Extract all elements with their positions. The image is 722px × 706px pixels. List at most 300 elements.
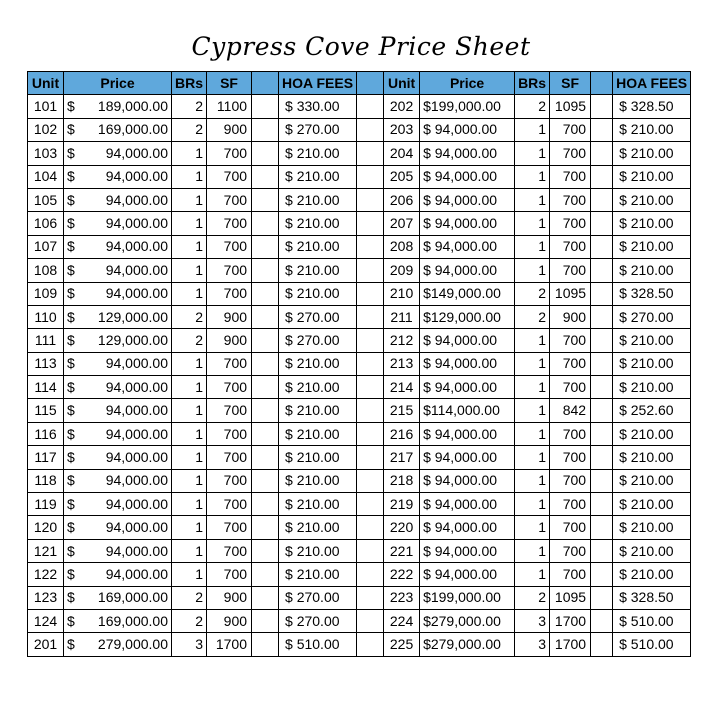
price-cell	[64, 95, 172, 118]
price-cell: $ 94,000.00	[420, 329, 515, 352]
header-row	[28, 72, 691, 95]
unit-cell: 107	[28, 235, 64, 258]
gap-cell	[252, 493, 279, 516]
table-row	[28, 609, 691, 632]
divider-cell	[357, 563, 384, 586]
unit-cell: 208	[384, 235, 420, 258]
hoa-cell: $ 210.00	[613, 516, 691, 539]
sf-cell: 1095	[550, 282, 591, 305]
gap-cell	[252, 259, 279, 282]
unit-cell: 221	[384, 539, 420, 562]
price-amount: 94,000.00	[105, 191, 168, 208]
brs-cell: 1	[515, 422, 550, 445]
hoa-cell: $ 510.00	[613, 609, 691, 632]
brs-cell: 1	[515, 376, 550, 399]
brs-cell: 2	[515, 282, 550, 305]
price-amount: 94,000.00	[105, 495, 168, 512]
hoa-cell: $ 210.00	[279, 259, 357, 282]
gap-cell	[252, 118, 279, 141]
brs-cell: 1	[515, 493, 550, 516]
page-title: Cypress Cove Price Sheet	[191, 32, 531, 61]
hoa-cell: $ 210.00	[279, 165, 357, 188]
hoa-cell: $ 210.00	[279, 422, 357, 445]
price-currency: $	[67, 636, 75, 653]
sf-cell: 1095	[550, 586, 591, 609]
brs-cell: 2	[172, 329, 207, 352]
price-amount: 94,000.00	[105, 448, 168, 465]
sf-cell: 700	[550, 563, 591, 586]
hoa-cell: $ 210.00	[613, 329, 691, 352]
header-price: Price	[64, 72, 172, 95]
gap-cell	[591, 259, 613, 282]
gap-cell	[591, 586, 613, 609]
price-cell: $ 94,000.00	[420, 493, 515, 516]
gap-cell	[252, 516, 279, 539]
table-row	[28, 282, 691, 305]
gap-cell	[252, 586, 279, 609]
sf-cell: 900	[207, 329, 252, 352]
hoa-cell: $ 328.50	[613, 586, 691, 609]
hoa-cell: $ 210.00	[613, 259, 691, 282]
price-cell	[64, 376, 172, 399]
hoa-cell: $ 210.00	[279, 539, 357, 562]
price-amount: 169,000.00	[97, 612, 168, 629]
gap-cell	[252, 142, 279, 165]
divider-cell	[357, 446, 384, 469]
price-amount: 94,000.00	[105, 261, 168, 278]
hoa-cell: $ 210.00	[613, 235, 691, 258]
brs-cell: 1	[515, 469, 550, 492]
price-cell	[64, 422, 172, 445]
sf-cell: 700	[550, 259, 591, 282]
brs-cell: 1	[172, 259, 207, 282]
price-amount: 94,000.00	[105, 285, 168, 302]
unit-cell: 214	[384, 376, 420, 399]
table-row	[28, 118, 691, 141]
price-currency: $	[67, 144, 75, 161]
header-unit: Unit	[28, 72, 64, 95]
divider-cell	[357, 188, 384, 211]
sf-cell: 900	[207, 118, 252, 141]
price-cell: $ 94,000.00	[420, 188, 515, 211]
gap-cell	[252, 329, 279, 352]
hoa-cell: $ 210.00	[613, 212, 691, 235]
price-amount: 129,000.00	[97, 308, 168, 325]
unit-cell: 108	[28, 259, 64, 282]
price-cell	[64, 165, 172, 188]
divider-cell	[357, 539, 384, 562]
hoa-cell: $ 210.00	[279, 399, 357, 422]
gap-cell	[252, 563, 279, 586]
sf-cell: 700	[207, 142, 252, 165]
gap-cell	[252, 188, 279, 211]
header-gap-right	[591, 72, 613, 95]
hoa-cell: $ 210.00	[279, 469, 357, 492]
price-currency: $	[67, 589, 75, 606]
brs-cell: 1	[515, 399, 550, 422]
header-brs-right: BRs	[515, 72, 550, 95]
price-currency: $	[67, 519, 75, 536]
unit-cell: 202	[384, 95, 420, 118]
gap-cell	[591, 188, 613, 211]
divider-cell	[357, 609, 384, 632]
sf-cell: 700	[207, 352, 252, 375]
price-cell: $ 94,000.00	[420, 235, 515, 258]
divider-cell	[357, 586, 384, 609]
unit-cell: 213	[384, 352, 420, 375]
hoa-cell: $ 210.00	[279, 188, 357, 211]
unit-cell: 111	[28, 329, 64, 352]
sf-cell: 700	[207, 399, 252, 422]
price-cell: $ 94,000.00	[420, 142, 515, 165]
table-row	[28, 235, 691, 258]
brs-cell: 2	[172, 586, 207, 609]
gap-cell	[591, 633, 613, 656]
sf-cell: 1100	[207, 95, 252, 118]
unit-cell: 106	[28, 212, 64, 235]
hoa-cell: $ 210.00	[613, 142, 691, 165]
price-currency: $	[67, 472, 75, 489]
price-amount: 94,000.00	[105, 519, 168, 536]
unit-cell: 104	[28, 165, 64, 188]
hoa-cell: $ 252.60	[613, 399, 691, 422]
brs-cell: 2	[172, 118, 207, 141]
sf-cell: 700	[550, 446, 591, 469]
gap-cell	[252, 609, 279, 632]
gap-cell	[252, 235, 279, 258]
hoa-cell: $ 270.00	[279, 329, 357, 352]
price-cell: $ 94,000.00	[420, 422, 515, 445]
gap-cell	[252, 305, 279, 328]
price-cell	[64, 142, 172, 165]
sf-cell: 700	[207, 212, 252, 235]
price-amount: 169,000.00	[97, 589, 168, 606]
header-sf-right: SF	[550, 72, 591, 95]
price-cell	[64, 609, 172, 632]
brs-cell: 1	[172, 469, 207, 492]
price-amount: 94,000.00	[105, 402, 168, 419]
sf-cell: 700	[207, 376, 252, 399]
price-cell	[64, 118, 172, 141]
price-currency: $	[67, 425, 75, 442]
unit-cell: 203	[384, 118, 420, 141]
gap-cell	[252, 376, 279, 399]
divider-cell	[357, 469, 384, 492]
table-row	[28, 399, 691, 422]
brs-cell: 1	[515, 259, 550, 282]
table-row	[28, 329, 691, 352]
table-row	[28, 563, 691, 586]
brs-cell: 1	[172, 493, 207, 516]
gap-cell	[252, 633, 279, 656]
sf-cell: 1700	[550, 609, 591, 632]
divider-cell	[357, 633, 384, 656]
price-cell: $ 94,000.00	[420, 212, 515, 235]
header-hoa-right: HOA FEES	[613, 72, 691, 95]
unit-cell: 123	[28, 586, 64, 609]
sf-cell: 700	[550, 142, 591, 165]
brs-cell: 3	[515, 609, 550, 632]
table-row	[28, 469, 691, 492]
price-currency: $	[67, 495, 75, 512]
sf-cell: 900	[207, 586, 252, 609]
unit-cell: 211	[384, 305, 420, 328]
sf-cell: 700	[207, 282, 252, 305]
divider-cell	[357, 282, 384, 305]
price-cell	[64, 469, 172, 492]
gap-cell	[252, 95, 279, 118]
price-cell: $ 94,000.00	[420, 352, 515, 375]
gap-cell	[591, 493, 613, 516]
price-cell: $ 94,000.00	[420, 516, 515, 539]
table-row	[28, 446, 691, 469]
header-hoa: HOA FEES	[279, 72, 357, 95]
price-cell	[64, 212, 172, 235]
gap-cell	[591, 446, 613, 469]
gap-cell	[591, 165, 613, 188]
hoa-cell: $ 270.00	[279, 586, 357, 609]
price-currency: $	[67, 331, 75, 348]
table-row	[28, 376, 691, 399]
divider-cell	[357, 329, 384, 352]
price-amount: 94,000.00	[105, 355, 168, 372]
brs-cell: 1	[172, 282, 207, 305]
price-cell	[64, 282, 172, 305]
sf-cell: 700	[207, 469, 252, 492]
divider-cell	[357, 259, 384, 282]
table-row	[28, 165, 691, 188]
gap-cell	[591, 329, 613, 352]
price-currency: $	[67, 191, 75, 208]
brs-cell: 1	[515, 235, 550, 258]
brs-cell: 1	[172, 212, 207, 235]
hoa-cell: $ 210.00	[613, 469, 691, 492]
gap-cell	[591, 282, 613, 305]
unit-cell: 201	[28, 633, 64, 656]
table-row	[28, 493, 691, 516]
gap-cell	[591, 212, 613, 235]
gap-cell	[252, 446, 279, 469]
sf-cell: 700	[550, 212, 591, 235]
brs-cell: 1	[172, 188, 207, 211]
hoa-cell: $ 270.00	[279, 609, 357, 632]
price-cell: $199,000.00	[420, 586, 515, 609]
price-cell	[64, 446, 172, 469]
divider-cell	[357, 165, 384, 188]
brs-cell: 2	[515, 586, 550, 609]
unit-cell: 120	[28, 516, 64, 539]
price-cell	[64, 516, 172, 539]
table-row	[28, 188, 691, 211]
sf-cell: 900	[550, 305, 591, 328]
sf-cell: 700	[207, 493, 252, 516]
hoa-cell: $ 210.00	[613, 118, 691, 141]
unit-cell: 122	[28, 563, 64, 586]
price-cell: $ 94,000.00	[420, 563, 515, 586]
price-cell	[64, 493, 172, 516]
hoa-cell: $ 328.50	[613, 282, 691, 305]
unit-cell: 204	[384, 142, 420, 165]
price-cell	[64, 235, 172, 258]
hoa-cell: $ 210.00	[613, 188, 691, 211]
divider-cell	[357, 352, 384, 375]
unit-cell: 119	[28, 493, 64, 516]
table-row	[28, 586, 691, 609]
price-cell: $ 94,000.00	[420, 118, 515, 141]
sf-cell: 700	[207, 422, 252, 445]
table-row	[28, 539, 691, 562]
price-currency: $	[67, 355, 75, 372]
hoa-cell: $ 330.00	[279, 95, 357, 118]
unit-cell: 219	[384, 493, 420, 516]
unit-cell: 212	[384, 329, 420, 352]
price-cell: $ 94,000.00	[420, 446, 515, 469]
table-row	[28, 305, 691, 328]
price-amount: 94,000.00	[105, 425, 168, 442]
price-amount: 169,000.00	[97, 121, 168, 138]
hoa-cell: $ 210.00	[613, 352, 691, 375]
gap-cell	[591, 142, 613, 165]
divider-cell	[357, 142, 384, 165]
gap-cell	[591, 516, 613, 539]
unit-cell: 121	[28, 539, 64, 562]
hoa-cell: $ 210.00	[279, 282, 357, 305]
gap-cell	[591, 399, 613, 422]
unit-cell: 210	[384, 282, 420, 305]
price-cell	[64, 259, 172, 282]
price-currency: $	[67, 308, 75, 325]
unit-cell: 217	[384, 446, 420, 469]
price-currency: $	[67, 168, 75, 185]
sf-cell: 700	[550, 539, 591, 562]
hoa-cell: $ 210.00	[613, 493, 691, 516]
divider-cell	[357, 235, 384, 258]
hoa-cell: $ 210.00	[613, 446, 691, 469]
brs-cell: 1	[172, 142, 207, 165]
unit-cell: 215	[384, 399, 420, 422]
price-amount: 94,000.00	[105, 168, 168, 185]
brs-cell: 3	[515, 633, 550, 656]
gap-cell	[591, 539, 613, 562]
divider-cell	[357, 399, 384, 422]
unit-cell: 102	[28, 118, 64, 141]
unit-cell: 110	[28, 305, 64, 328]
hoa-cell: $ 210.00	[613, 165, 691, 188]
unit-cell: 205	[384, 165, 420, 188]
hoa-cell: $ 510.00	[613, 633, 691, 656]
brs-cell: 1	[172, 446, 207, 469]
price-currency: $	[67, 402, 75, 419]
brs-cell: 1	[515, 142, 550, 165]
sf-cell: 700	[207, 165, 252, 188]
unit-cell: 124	[28, 609, 64, 632]
hoa-cell: $ 210.00	[279, 563, 357, 586]
unit-cell: 209	[384, 259, 420, 282]
divider-cell	[357, 305, 384, 328]
sf-cell: 700	[550, 493, 591, 516]
price-cell	[64, 352, 172, 375]
header-sf: SF	[207, 72, 252, 95]
price-cell	[64, 586, 172, 609]
price-cell: $129,000.00	[420, 305, 515, 328]
unit-cell: 225	[384, 633, 420, 656]
price-cell: $149,000.00	[420, 282, 515, 305]
brs-cell: 1	[515, 118, 550, 141]
brs-cell: 2	[515, 305, 550, 328]
brs-cell: 1	[172, 165, 207, 188]
sf-cell: 700	[207, 235, 252, 258]
sf-cell: 1700	[207, 633, 252, 656]
unit-cell: 216	[384, 422, 420, 445]
brs-cell: 1	[172, 563, 207, 586]
divider-cell	[357, 422, 384, 445]
sf-cell: 700	[550, 165, 591, 188]
price-table	[27, 71, 691, 657]
price-currency: $	[67, 121, 75, 138]
unit-cell: 105	[28, 188, 64, 211]
hoa-cell: $ 210.00	[279, 352, 357, 375]
unit-cell: 206	[384, 188, 420, 211]
hoa-cell: $ 270.00	[613, 305, 691, 328]
table-row	[28, 95, 691, 118]
gap-cell	[591, 563, 613, 586]
brs-cell: 1	[515, 212, 550, 235]
price-amount: 94,000.00	[105, 378, 168, 395]
price-cell: $ 94,000.00	[420, 376, 515, 399]
sf-cell: 700	[207, 446, 252, 469]
brs-cell: 1	[515, 165, 550, 188]
price-cell	[64, 539, 172, 562]
table-row	[28, 259, 691, 282]
gap-cell	[591, 609, 613, 632]
unit-cell: 109	[28, 282, 64, 305]
price-cell	[64, 305, 172, 328]
price-cell	[64, 399, 172, 422]
gap-cell	[591, 352, 613, 375]
price-cell: $ 94,000.00	[420, 469, 515, 492]
hoa-cell: $ 210.00	[279, 493, 357, 516]
price-cell: $279,000.00	[420, 609, 515, 632]
sf-cell: 700	[550, 235, 591, 258]
price-cell	[64, 633, 172, 656]
price-currency: $	[67, 565, 75, 582]
price-currency: $	[67, 215, 75, 232]
brs-cell: 2	[515, 95, 550, 118]
price-currency: $	[67, 612, 75, 629]
brs-cell: 2	[172, 305, 207, 328]
gap-cell	[252, 165, 279, 188]
sf-cell: 700	[550, 376, 591, 399]
divider-cell	[357, 118, 384, 141]
sf-cell: 700	[550, 422, 591, 445]
sf-cell: 700	[550, 516, 591, 539]
sf-cell: 842	[550, 399, 591, 422]
table-row	[28, 352, 691, 375]
gap-cell	[591, 422, 613, 445]
unit-cell: 207	[384, 212, 420, 235]
hoa-cell: $ 210.00	[613, 422, 691, 445]
hoa-cell: $ 210.00	[279, 142, 357, 165]
header-price-right: Price	[420, 72, 515, 95]
sf-cell: 700	[207, 259, 252, 282]
sf-cell: 700	[550, 118, 591, 141]
price-amount: 94,000.00	[105, 542, 168, 559]
table-row	[28, 142, 691, 165]
sf-cell: 700	[550, 188, 591, 211]
price-cell: $199,000.00	[420, 95, 515, 118]
header-brs: BRs	[172, 72, 207, 95]
table-row	[28, 212, 691, 235]
